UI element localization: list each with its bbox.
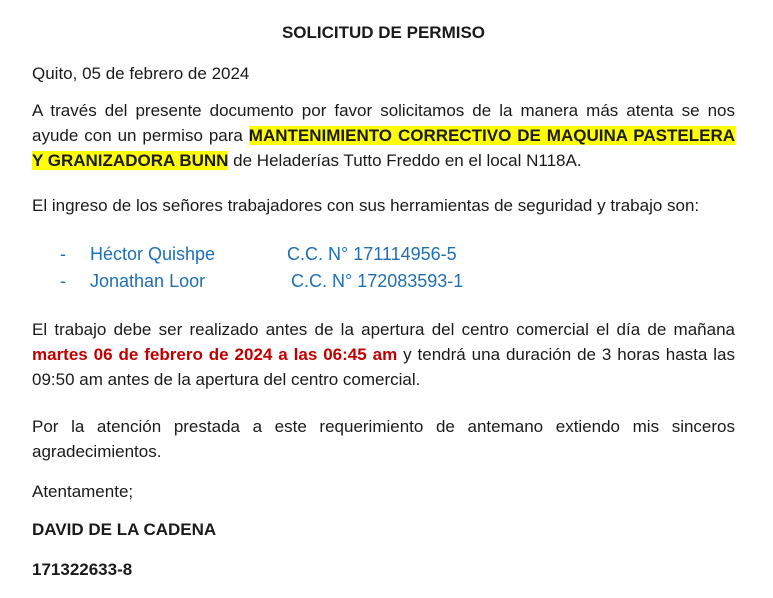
paragraph-thanks: Por la atención prestada a este requerimiento de antemano extiendo mis sinceros agradecimientos. <box>32 417 735 461</box>
paragraph-request <box>32 98 735 173</box>
document-title: SOLICITUD DE PERMISO <box>281 23 486 42</box>
signer-name: DAVID DE LA CADENA <box>32 520 217 539</box>
request-text-before: A través del presente documento por favor solicitamos de la manera más atenta se nos ayude con un permiso para <box>32 101 735 145</box>
schedule-emphasis: martes 06 de febrero de 2024 a las 06:45 am <box>32 345 398 364</box>
list-bullet: - <box>60 271 66 291</box>
place-date: Quito, 05 de febrero de 2024 <box>32 64 250 83</box>
worker-item <box>60 244 457 265</box>
signer-id: 171322633-8 <box>32 560 133 579</box>
paragraph-schedule <box>32 317 735 392</box>
list-bullet: - <box>60 244 66 264</box>
worker-name: Héctor Quishpe <box>90 244 216 264</box>
highlighted-service: MANTENIMIENTO CORRECTIVO DE MAQUINA PASTELERA Y GRANIZADORA BUNN <box>32 126 735 170</box>
worker-id: C.C. N° 172083593-1 <box>291 271 464 291</box>
worker-id: C.C. N° 171114956-5 <box>287 244 457 264</box>
request-text-after: de Heladerías Tutto Freddo en el local N118A. <box>228 151 582 170</box>
schedule-text-after: y tendrá una duración de 3 horas hasta las 09:50 am antes de la apertura del centro comercial. <box>32 345 735 389</box>
schedule-text-before: El trabajo debe ser realizado antes de la apertura del centro comercial el día de mañana <box>32 320 735 339</box>
worker-item <box>60 271 463 292</box>
paragraph-workers-intro: El ingreso de los señores trabajadores con sus herramientas de seguridad y trabajo son: <box>32 196 700 215</box>
closing: Atentamente; <box>32 482 134 501</box>
worker-name: Jonathan Loor <box>90 271 206 291</box>
